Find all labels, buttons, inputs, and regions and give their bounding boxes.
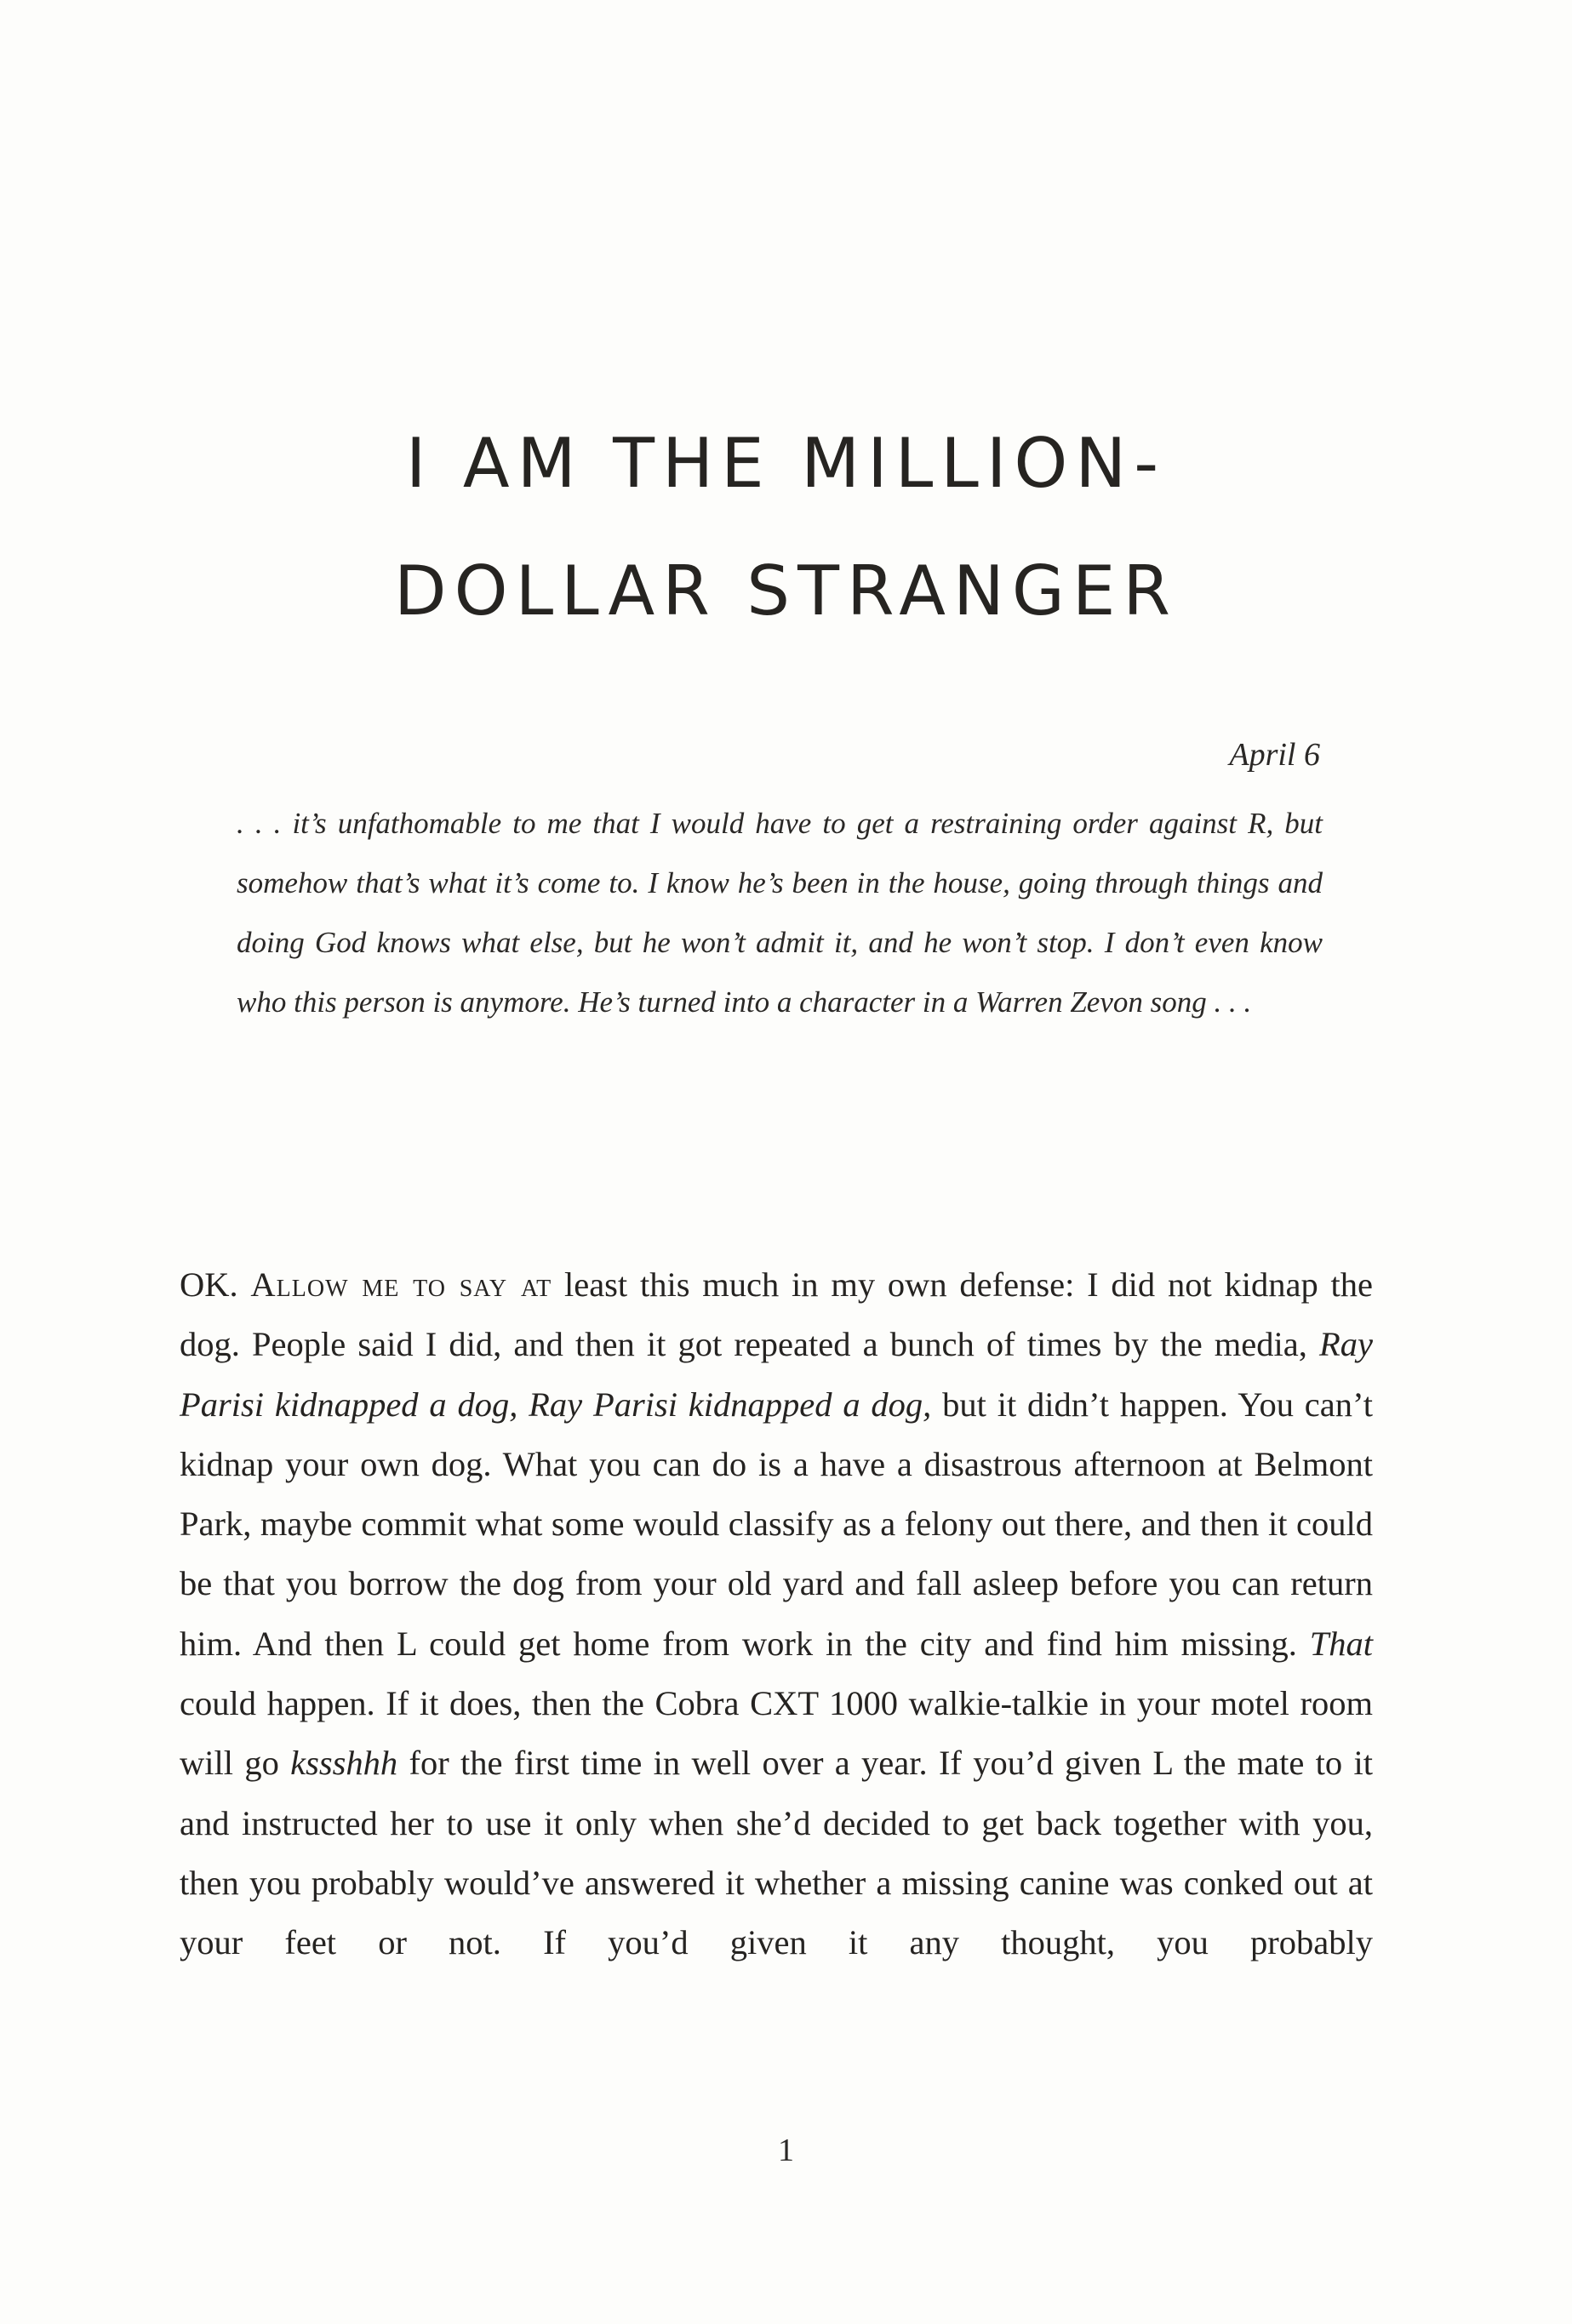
body-paragraph [180, 1255, 1373, 1973]
body-text-segment: but it didn’t happen. You can’t kidnap your own dog. What you can do is a have a disastrous afternoon at Belmont Park, maybe commit what some would classify as a felony out there, and then it could be that you borrow the dog from your old yard and fall asleep before you can return him. And then L could get home from work in the city and find him missing. [180, 1385, 1373, 1663]
chapter-title-line-2: DOLLAR STRANGER [394, 551, 1178, 631]
body-text-segment: could happen. If it does, then the Cobra CXT 1000 walkie-talkie in your motel room will go [180, 1684, 1373, 1783]
body-small-caps-opening: Allow me to say at [250, 1265, 552, 1304]
page-number: 1 [778, 2133, 794, 2168]
body-italic-quote: Ray Parisi kidnapped a dog, Ray Parisi kidnapped a dog, [180, 1325, 1373, 1424]
body-text-segment: least this much in my own defense: I did not kidnap the dog. People said I did, and then it got repeated a bunch of times by the media, [180, 1265, 1373, 1364]
chapter-title-line-1: I AM THE MILLION- [405, 424, 1167, 503]
body-text-segment: for the first time in well over a year. If you’d given L the mate to it and instructed her to use it only when she’d decided to get back together with you, then you probably would’ve answered it whether a missing canine was conked out at your feet or not. If you’d given it any thought, you probably [180, 1744, 1373, 1962]
body-italic-sound: kssshhh [290, 1744, 398, 1783]
chapter-title [0, 400, 1572, 655]
body-lead: OK. [180, 1265, 251, 1304]
epigraph-text: . . . it’s unfathomable to me that I would have to get a restraining order against R, but somehow that’s what it’s come to. I know he’s been in the house, going through things and doing God knows what else, but he won’t admit it, and he won’t stop. I don’t even know who this person is anymore. He’s turned into a character in a Warren Zevon song . . . [237, 807, 1323, 1019]
body-italic-emphasis: That [1309, 1624, 1373, 1663]
epigraph-date: April 6 [1229, 737, 1320, 773]
